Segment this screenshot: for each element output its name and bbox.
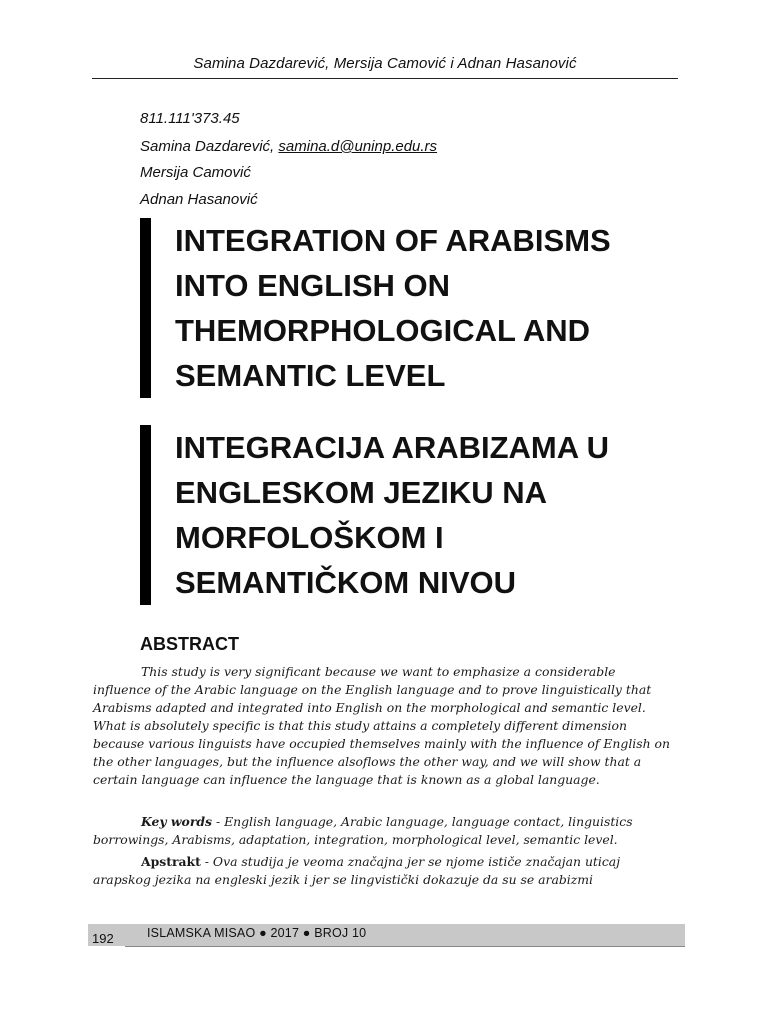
udc-code: 811.111'373.45 — [140, 110, 240, 127]
keywords-paragraph — [93, 813, 671, 849]
keywords-label: Key words — [141, 814, 212, 829]
author-2: Mersija Camović — [140, 164, 251, 181]
title-en-line: THEMORPHOLOGICAL AND — [175, 313, 591, 348]
title-bosnian — [140, 425, 695, 605]
abstract-text: This study is very significant because we want to emphasize a considerable influence of the Arabic language on the English language and to prove linguistically that Arabisms adapted and integrated into English on the morphological and semantic level. What is absolutely specific is that this study attains a completely different dimension because various linguists have occupied themselves mainly with the influence of English on the other languages, but the influence alsoflows the other way, and we will show that a certain language can influence the language that is known as a global language. — [93, 664, 670, 787]
title-english — [140, 218, 695, 398]
author-3: Adnan Hasanović — [140, 191, 258, 208]
title-en-line: INTO ENGLISH ON — [175, 268, 451, 303]
header-rule — [92, 78, 678, 79]
title-bs-line: SEMANTIČKOM NIVOU — [175, 565, 516, 600]
author-1 — [140, 138, 437, 155]
apstrakt-label: Apstrakt — [141, 854, 201, 869]
title-en-line: SEMANTIC LEVEL — [175, 358, 446, 393]
author-1-name: Samina Dazdarević, — [140, 138, 275, 155]
title-bs-line: MORFOLOŠKOM I — [175, 520, 444, 555]
footer-rule — [125, 946, 685, 947]
title-bs-line: INTEGRACIJA ARABIZAMA U — [175, 430, 609, 465]
journal-footer: ISLAMSKA MISAO ● 2017 ● BROJ 10 — [147, 926, 367, 940]
title-en-line: INTEGRATION OF ARABISMS — [175, 223, 611, 258]
running-head: Samina Dazdarević, Mersija Camović i Adnan Hasanović — [193, 55, 577, 72]
apstrakt-separator: - — [200, 854, 213, 869]
abstract-heading: ABSTRACT — [140, 634, 239, 654]
keywords-text: English language, Arabic language, language contact, linguistics borrowings, Arabisms, adaptation, integration, morphological level, semantic level. — [93, 814, 633, 847]
title-bs-line: ENGLESKOM JEZIKU NA — [175, 475, 548, 510]
author-1-email-link[interactable]: samina.d@uninp.edu.rs — [278, 138, 438, 155]
keywords-separator: - — [212, 814, 225, 829]
page-number: 192 — [92, 931, 114, 946]
apstrakt-paragraph — [93, 853, 671, 889]
apstrakt-text: Ova studija je veoma značajna jer se njome ističe značajan uticaj arapskog jezika na engleski jezik i jer se lingvistički dokazuje da su se arabizmi — [93, 854, 621, 887]
